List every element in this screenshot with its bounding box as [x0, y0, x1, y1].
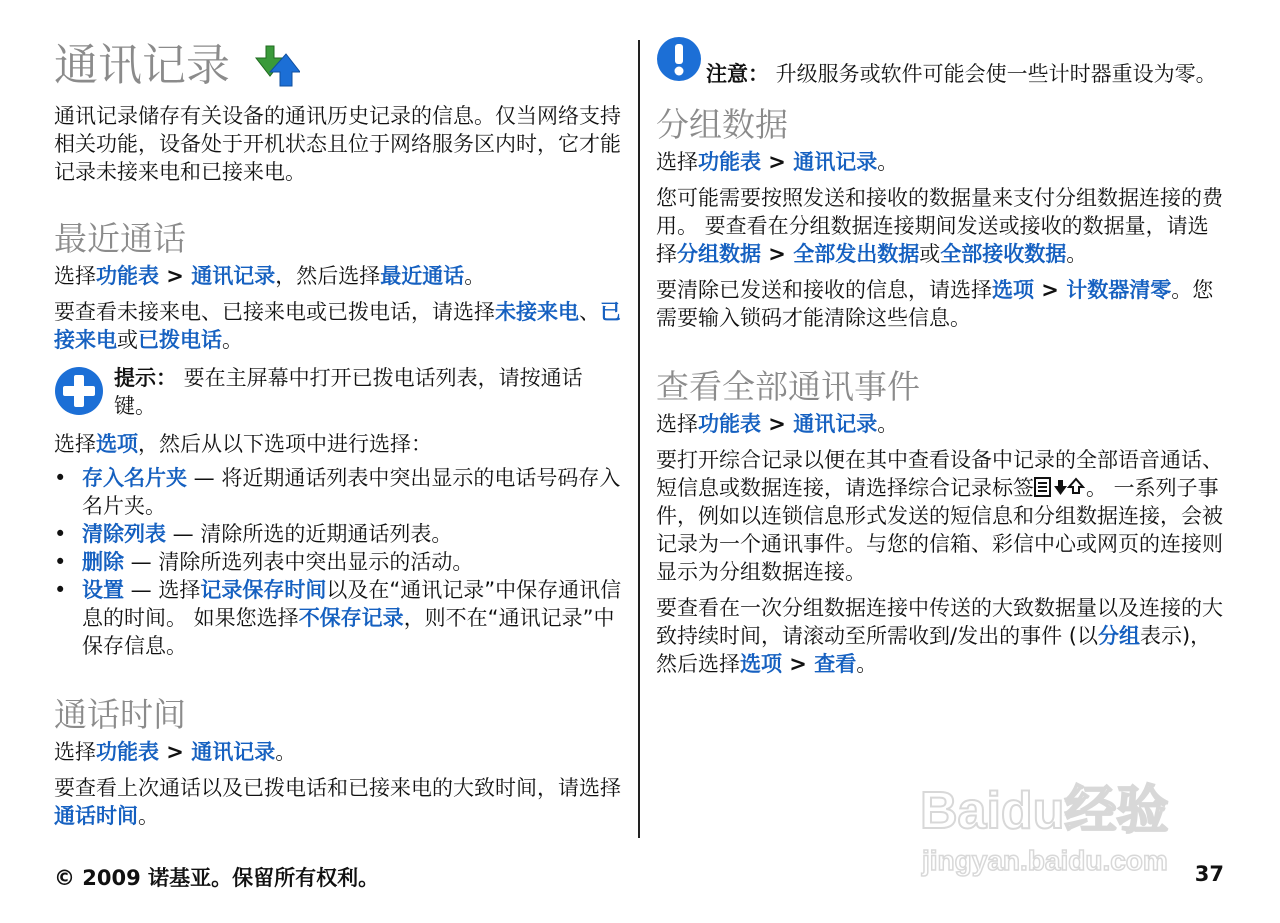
link-view[interactable]: 查看: [814, 652, 857, 676]
intro-paragraph: 通讯记录储存有关设备的通讯历史记录的信息。仅当网络支持相关功能，设备处于开机状态且位于网络服务区内时，它才能记录未接来电和已接来电。: [54, 104, 621, 184]
text: ，则不在“通讯记录”中保存信息。: [82, 606, 615, 658]
recent-calls-desc: [54, 298, 624, 354]
warning-exclamation-icon: [656, 36, 702, 82]
text: — 清除所选的近期通话列表。: [166, 522, 453, 546]
link-received-calls[interactable]: 已接来电: [54, 300, 621, 352]
watermark-brand: Baidu经验: [920, 782, 1169, 840]
list-item: [54, 548, 624, 576]
section-heading-recent-calls: 最近通话: [54, 219, 186, 258]
call-duration-path: [54, 738, 624, 766]
note-label: 注意：: [706, 62, 769, 86]
tip-text: [114, 364, 624, 420]
text: 、: [579, 300, 600, 324]
text: 选择: [656, 150, 698, 174]
text: 选择: [54, 740, 96, 764]
link-menu[interactable]: 功能表: [698, 412, 761, 436]
text: — 将近期通话列表中突出显示的电话号码存入名片夹。: [82, 466, 621, 518]
all-events-path: [656, 410, 1228, 438]
separator: >: [761, 150, 794, 174]
all-events-detail: [656, 594, 1228, 678]
section-heading-call-duration: 通话时间: [54, 695, 186, 734]
text: 。: [275, 740, 297, 764]
page-title-text: 通讯记录: [54, 40, 230, 91]
all-events-desc: [656, 446, 1228, 586]
text: 您可能需要按照发送和接收的数据量来支付分组数据连接的费用。 要查看在分组数据连接期间发送或接收的数据量，请选择: [656, 186, 1223, 266]
link-all-sent-data[interactable]: 全部发出数据: [793, 242, 920, 266]
text: — 选择: [124, 578, 201, 602]
text: 要查看上次通话以及已拨电话和已接来电的大致时间，请选择: [54, 776, 621, 800]
section-all-events: [656, 366, 1228, 678]
left-column: [54, 38, 624, 830]
list-item: [54, 464, 624, 520]
right-column: [656, 36, 1228, 678]
text: ，然后选择: [275, 264, 381, 288]
link-packet[interactable]: 分组: [1097, 624, 1140, 648]
link-missed-calls[interactable]: 未接来电: [495, 300, 579, 324]
text: 选择: [54, 432, 96, 456]
link-all-received-data[interactable]: 全部接收数据: [940, 242, 1067, 266]
link-packet-data[interactable]: 分组数据: [677, 242, 761, 266]
section-heading-packet-data: 分组数据: [656, 105, 788, 144]
section-recent-calls: [54, 218, 624, 660]
text: 。 一系列子事件，例如以连锁信息形式发送的短信息和分组数据连接，会被记录为一个通讯事件。与您的信箱、彩信中心或网页的连接则显示为分组数据连接。: [656, 476, 1223, 584]
separator: >: [761, 242, 794, 266]
packet-data-desc: [656, 184, 1228, 268]
column-divider: [638, 40, 640, 838]
separator: >: [761, 412, 794, 436]
text: 选择: [54, 264, 96, 288]
text: 。: [138, 804, 159, 828]
text: 或: [117, 328, 138, 352]
link-clear-counters[interactable]: 计数器清零: [1066, 278, 1172, 302]
text: 。您需要输入锁码才能清除这些信息。: [656, 278, 1214, 330]
clear-counters-desc: [656, 276, 1228, 332]
separator: >: [782, 652, 815, 676]
options-list: [54, 464, 624, 660]
options-intro: [54, 430, 624, 458]
link-dialled-numbers[interactable]: 已拨电话: [138, 328, 222, 352]
text: 要清除已发送和接收的信息，请选择: [656, 278, 992, 302]
text: ，然后从以下选项中进行选择：: [138, 432, 432, 456]
link-settings[interactable]: 设置: [82, 578, 124, 602]
copyright-text: © 2009 诺基亚。保留所有权利。: [54, 866, 380, 890]
page-footer: [54, 862, 1224, 892]
link-options[interactable]: 选项: [740, 652, 782, 676]
link-call-log[interactable]: 通讯记录: [191, 264, 276, 288]
recent-calls-path: [54, 262, 624, 290]
text: 要打开综合记录以便在其中查看设备中记录的全部语音通话、短信息或数据连接，请选择综合记录标签: [656, 448, 1223, 500]
list-item: [54, 576, 624, 660]
link-menu[interactable]: 功能表: [698, 150, 761, 174]
general-log-tab-icon: [1034, 476, 1086, 498]
packet-data-path: [656, 148, 1228, 176]
page-title: [54, 38, 624, 94]
section-packet-data-body: [656, 104, 1228, 332]
link-no-log[interactable]: 不保存记录: [298, 606, 404, 630]
watermark-url: jingyan.baidu.com: [922, 845, 1168, 876]
tip-body: 要在主屏幕中打开已拨电话列表，请按通话键。: [114, 366, 583, 418]
note-text-first: [706, 60, 1217, 88]
separator: >: [159, 740, 192, 764]
separator: >: [159, 264, 192, 288]
call-duration-desc: [54, 774, 624, 830]
text: 。: [1066, 242, 1088, 266]
text: 。: [877, 150, 899, 174]
link-call-log[interactable]: 通讯记录: [793, 150, 878, 174]
call-log-arrows-icon: [252, 44, 300, 88]
link-options[interactable]: 选项: [992, 278, 1034, 302]
text: 。: [877, 412, 899, 436]
section-heading-all-events: 查看全部通讯事件: [656, 367, 920, 406]
tip-plus-icon: [54, 366, 104, 416]
link-menu[interactable]: 功能表: [96, 264, 159, 288]
separator: >: [1034, 278, 1067, 302]
tip-box: [54, 364, 624, 420]
section-call-duration: [54, 694, 624, 830]
text: — 清除所选列表中突出显示的活动。: [124, 550, 474, 574]
list-item: [54, 520, 624, 548]
link-clear-list[interactable]: 清除列表: [82, 522, 166, 546]
link-save-to-contacts[interactable]: 存入名片夹: [82, 466, 187, 490]
note-box: [656, 36, 1228, 88]
link-options[interactable]: 选项: [96, 432, 138, 456]
link-call-log[interactable]: 通讯记录: [793, 412, 878, 436]
text: 要查看未接来电、已接来电或已拨电话，请选择: [54, 300, 495, 324]
page-number: 37: [1194, 862, 1224, 886]
link-call-log[interactable]: 通讯记录: [191, 740, 276, 764]
text: 表示)，然后选择: [656, 624, 1212, 676]
link-menu[interactable]: 功能表: [96, 740, 159, 764]
link-call-duration[interactable]: 通话时间: [54, 804, 138, 828]
text: 选择: [656, 412, 698, 436]
text: 要查看在一次分组数据连接中传送的大致数据量以及连接的大致持续时间，请滚动至所需收到/发出的事件 (以: [656, 596, 1223, 648]
text: 。: [222, 328, 243, 352]
link-recent-calls[interactable]: 最近通话: [380, 264, 465, 288]
link-delete[interactable]: 删除: [82, 550, 124, 574]
text: 以及在“通讯记录”中保存通讯信息的时间。 如果您选择: [82, 578, 622, 630]
text: 。: [856, 652, 878, 676]
text: 或: [919, 242, 941, 266]
tip-label: 提示：: [114, 366, 177, 390]
text: 。: [464, 264, 486, 288]
link-log-duration[interactable]: 记录保存时间: [200, 578, 327, 602]
note-body: 升级服务或软件可能会使一些计时器重设为零。: [769, 62, 1217, 86]
